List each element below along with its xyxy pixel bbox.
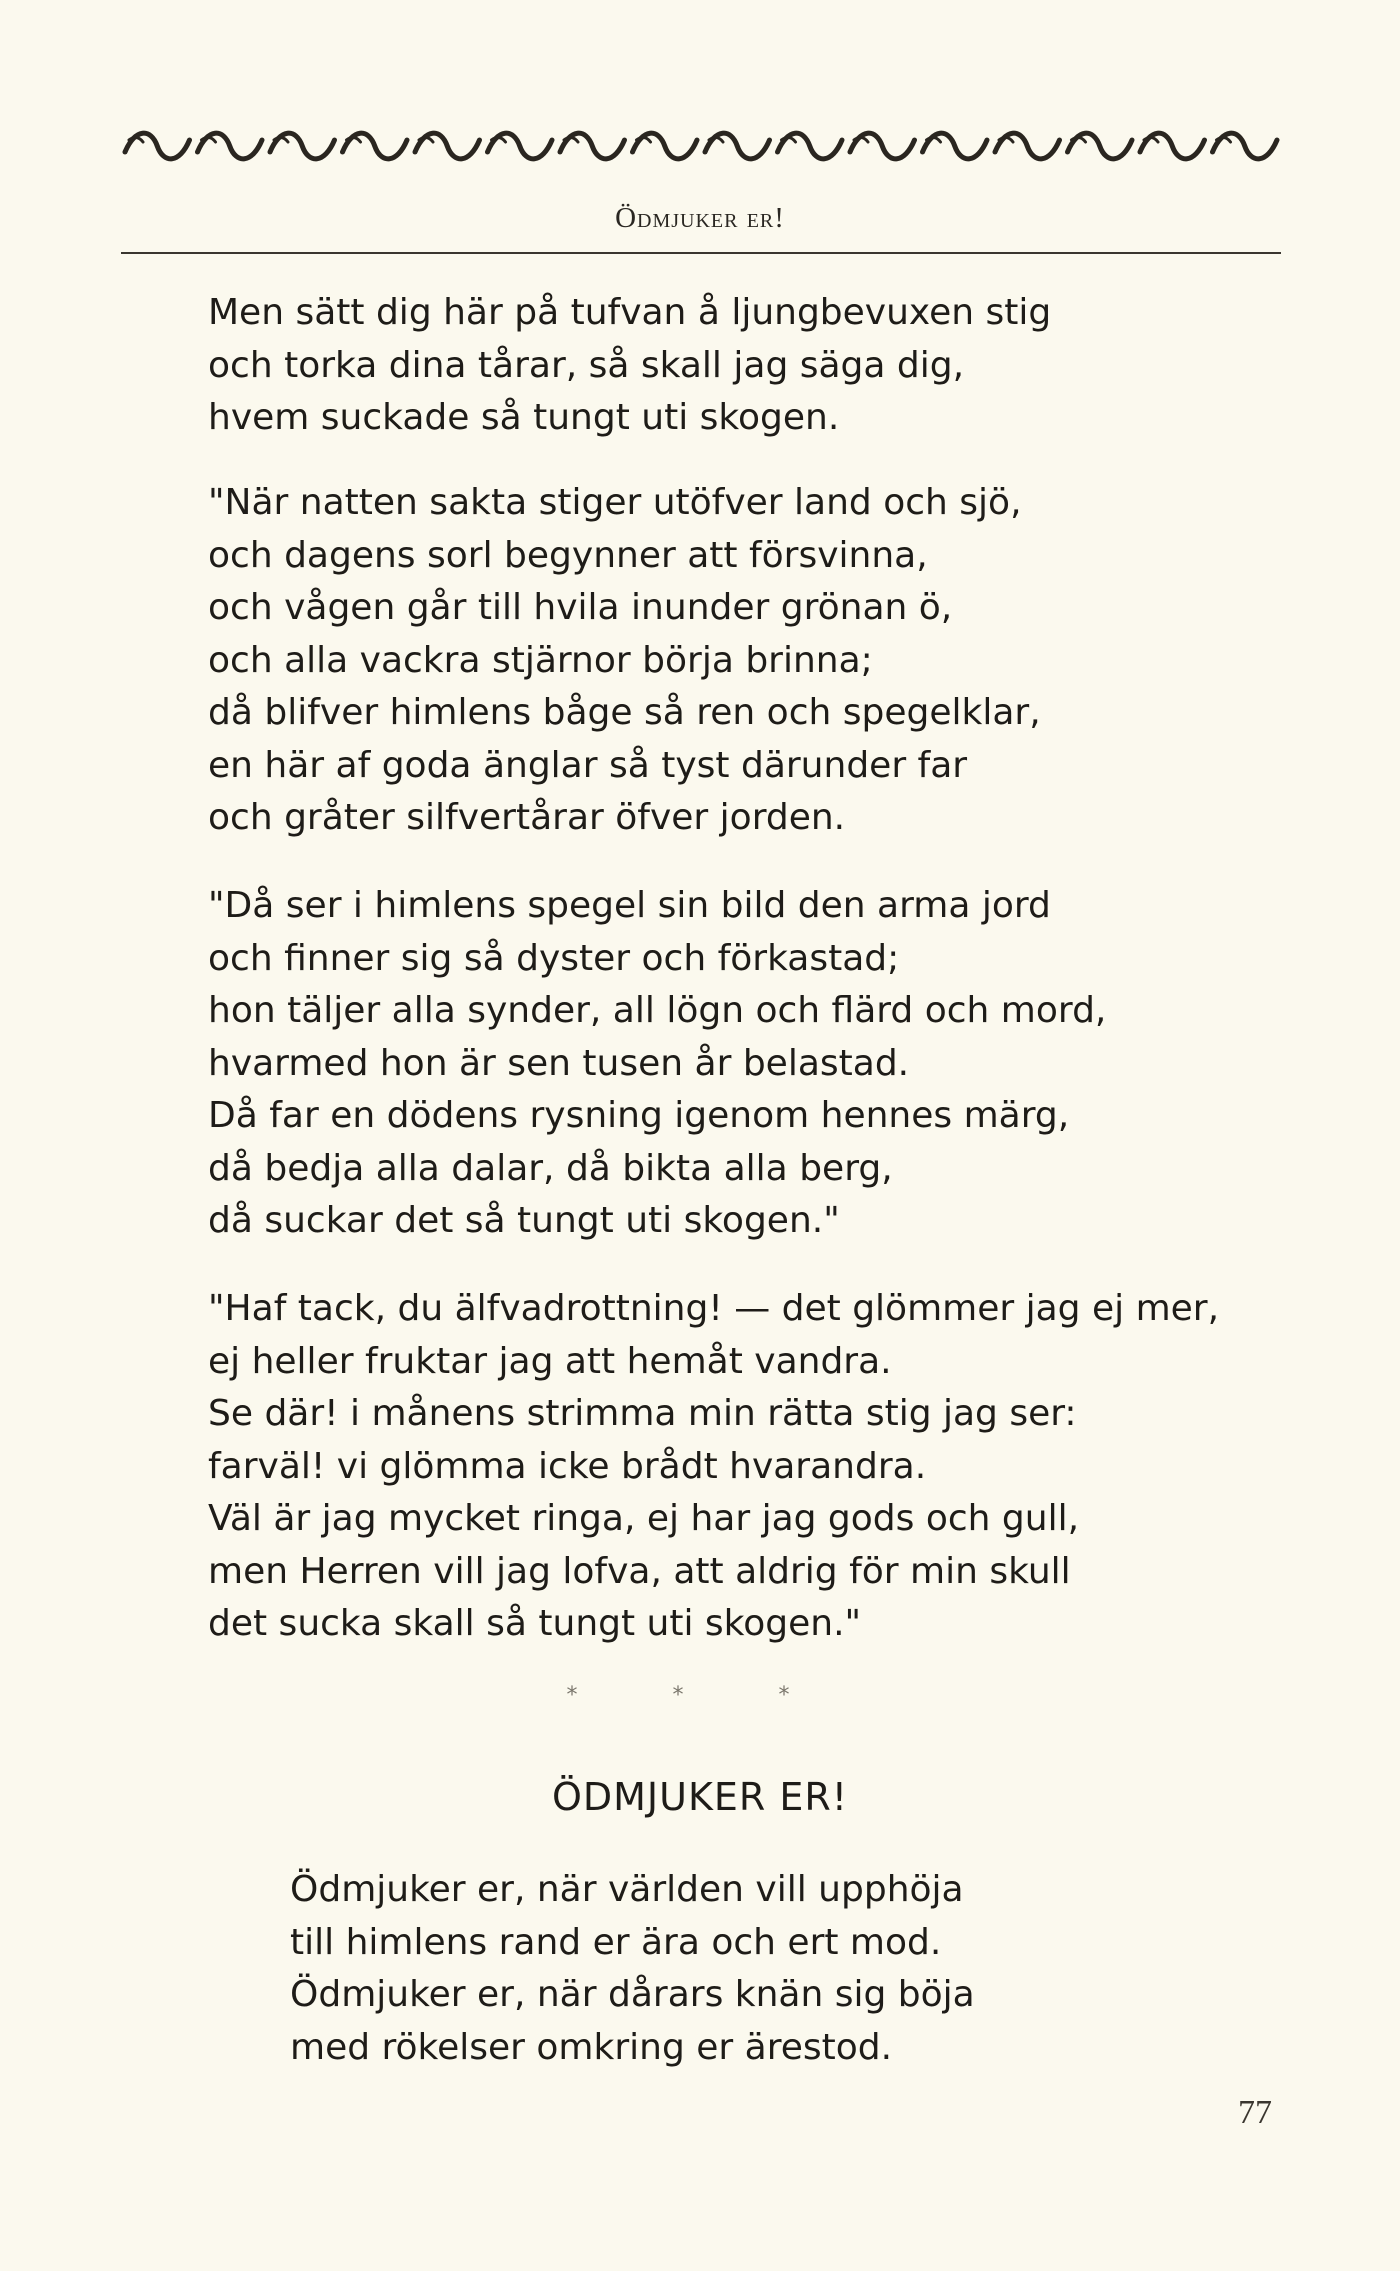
poem-line: hvem suckade så tungt uti skogen. [208,397,840,438]
poem-line: Väl är jag mycket ringa, ej har jag gods och gull, [208,1498,1080,1539]
poem-line: Se där! i månens strimma min rätta stig jag ser: [208,1393,1077,1434]
poem-line: "När natten sakta stiger utöfver land och sjö, [208,482,1022,523]
poem-line: då blifver himlens båge så ren och spegelklar, [208,692,1041,733]
stanza-3 [208,880,1106,1248]
poem-line: "Då ser i himlens spegel sin bild den arma jord [208,885,1051,926]
poem-line: då bedja alla dalar, då bikta alla berg, [208,1147,893,1189]
stanza-1 [208,287,1051,445]
stanza-2 [208,477,1041,845]
header-rule [121,252,1281,254]
poem-line: med rökelser omkring er ärestod. [290,2026,893,2068]
poem-line: Men sätt dig här på tufvan å ljungbevuxen stig [208,292,1052,333]
wave-ornament-band [121,122,1281,170]
page-number: 77 [1238,2094,1272,2131]
new-poem-stanza [290,1864,975,2074]
poem-line: till himlens rand er ära och ert mod. [290,1921,942,1963]
poem-line: och finner sig så dyster och förkastad; [208,937,900,979]
poem-line: men Herren vill jag lofva, att aldrig för min skull [208,1550,1071,1592]
poem-line: "Haf tack, du älfvadrottning! — det glömmer jag ej mer, [208,1288,1220,1329]
poem-line: Då far en dödens rysning igenom hennes märg, [208,1095,1070,1136]
poem-line: farväl! vi glömma icke brådt hvarandra. [208,1445,927,1487]
section-separator: * * * [566,1683,834,1708]
poem-line: och vågen går till hvila inunder grönan ö, [208,587,953,628]
poem-title: ÖDMJUKER ER! [551,1775,849,1819]
poem-line: Ödmjuker er, när dårars knän sig böja [290,1974,975,2015]
poem-line: och gråter silfvertårar öfver jorden. [208,797,846,838]
running-head-title: Ödmjuker er! [615,202,785,234]
poem-line: det sucka skall så tungt uti skogen." [208,1603,862,1644]
poem-line: Ödmjuker er, när världen vill upphöja [290,1869,964,1910]
poem-line: och alla vackra stjärnor börja brinna; [208,639,873,681]
poem-line: hvarmed hon är sen tusen år belastad. [208,1042,910,1084]
poem-line: och torka dina tårar, så skall jag säga dig, [208,344,965,386]
poem-line: hon täljer alla synder, all lögn och flärd och mord, [208,990,1107,1031]
poem-line: ej heller fruktar jag att hemåt vandra. [208,1340,892,1382]
stanza-4 [208,1283,1219,1651]
poem-line: och dagens sorl begynner att försvinna, [208,534,928,576]
poem-line: då suckar det så tungt uti skogen." [208,1200,840,1241]
poem-line: en här af goda änglar så tyst därunder far [208,744,968,786]
